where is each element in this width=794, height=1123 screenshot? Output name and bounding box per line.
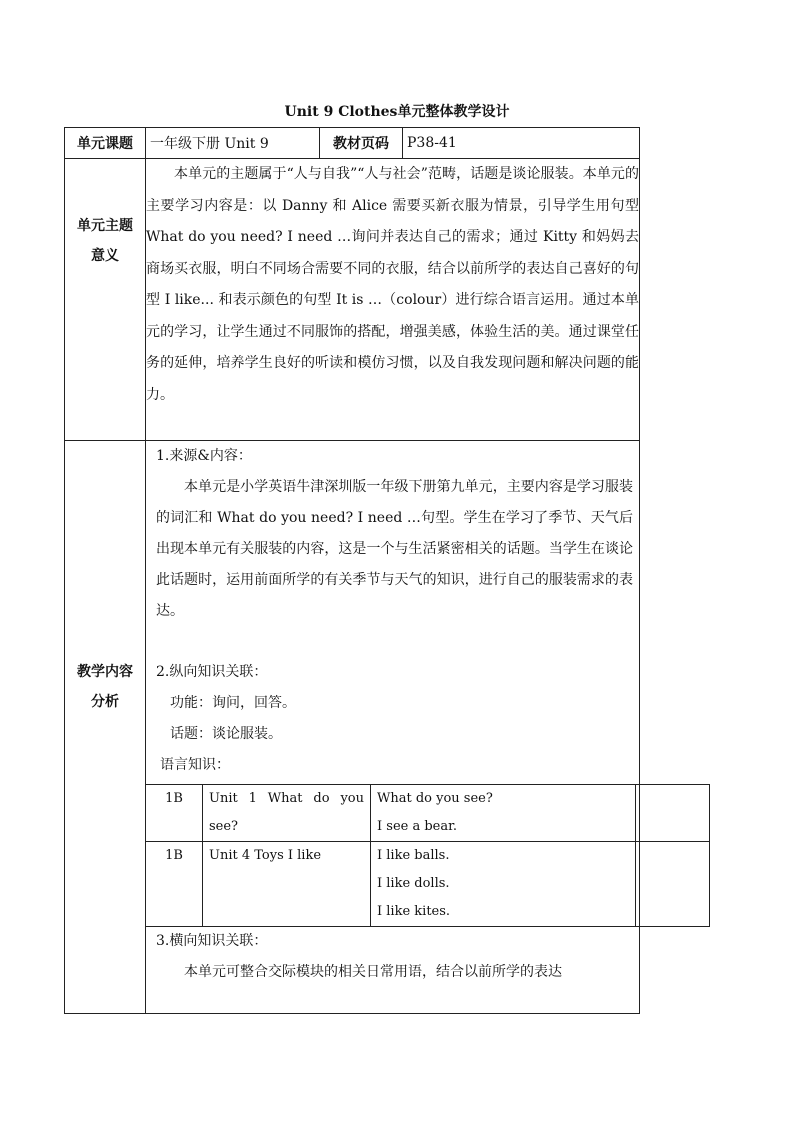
analysis-content [146,441,640,1014]
section3-paragraph: 本单元可整合交际模块的相关日常用语，结合以前所学的表达 [184,964,562,980]
unit-label: 单元课题 [65,128,146,159]
unit-cell: Unit 4 Toys I like [203,842,371,927]
theme-paragraph: 本单元的主题属于“人与自我”“人与社会”范畴，话题是谈论服装。本单元的主要学习内容是：以 Danny 和 Alice 需要买新衣服为情景，引导学生用句型 What do you need? I need …询问并表达自己的需求；通过 Kitty 和妈妈去商场买衣服，明白不同场合需要不同的衣服，结合以前所学的表达自己喜好的句型 I like... 和表示颜色的句型 It is …（colour）进行综合语言运用。通过本单元的学习，让学生通过不同服饰的搭配，增强美感，体验生活的美。通过课堂任务的延伸，培养学生良好的听读和模仿习惯，以及自我发现问题和解决问题的能力。 [146,159,640,441]
empty-cell [636,842,710,927]
sentence-line: I like dolls. [377,876,450,891]
theme-label-line2: 意义 [91,248,119,264]
pages-value: P38-41 [403,128,640,159]
theme-label [65,159,146,441]
theme-label-line1: 单元主题 [77,218,133,234]
analysis-label-line2: 分析 [91,694,119,710]
section2-language: 语言知识： [160,757,230,773]
section2-function: 功能：询问，回答。 [170,695,296,711]
unit-cell: Unit 1 What do you see? [203,785,371,842]
knowledge-table [145,784,710,927]
empty-cell [636,785,710,842]
sentence-line: I like balls. [377,848,450,863]
document-title: Unit 9 Clothes单元整体教学设计 [284,104,510,120]
header-row [65,128,640,159]
pages-label: 教材页码 [320,128,403,159]
section2-heading: 2.纵向知识关联： [156,664,268,680]
grade-cell: 1B [146,785,203,842]
table-row [146,842,710,927]
section2-topic: 话题：谈论服装。 [170,726,282,742]
sentences-cell [371,785,636,842]
analysis-label [65,441,146,1014]
section1-paragraph: 本单元是小学英语牛津深圳版一年级下册第九单元，主要内容是学习服装的词汇和 What do you need? I need …句型。学生在学习了季节、天气后出现本单元有关服装的内容，这是一个与生活紧密相关的话题。当学生在谈论此话题时，运用前面所学的有关季节与天气的知识，进行自己的服装需求的表达。 [156,479,633,619]
sentence-line: What do you see? [377,791,493,806]
unit-value: 一年级下册 Unit 9 [146,128,320,159]
section3-heading: 3.横向知识关联： [156,933,268,949]
theme-row [65,159,640,441]
grade-cell: 1B [146,842,203,927]
analysis-row [65,441,640,1014]
sentence-line: I like kites. [377,904,451,919]
sentences-cell [371,842,636,927]
analysis-label-line1: 教学内容 [77,664,133,680]
sentence-line: I see a bear. [377,819,458,834]
section1-heading: 1.来源&内容： [156,448,252,464]
table-row [146,785,710,842]
